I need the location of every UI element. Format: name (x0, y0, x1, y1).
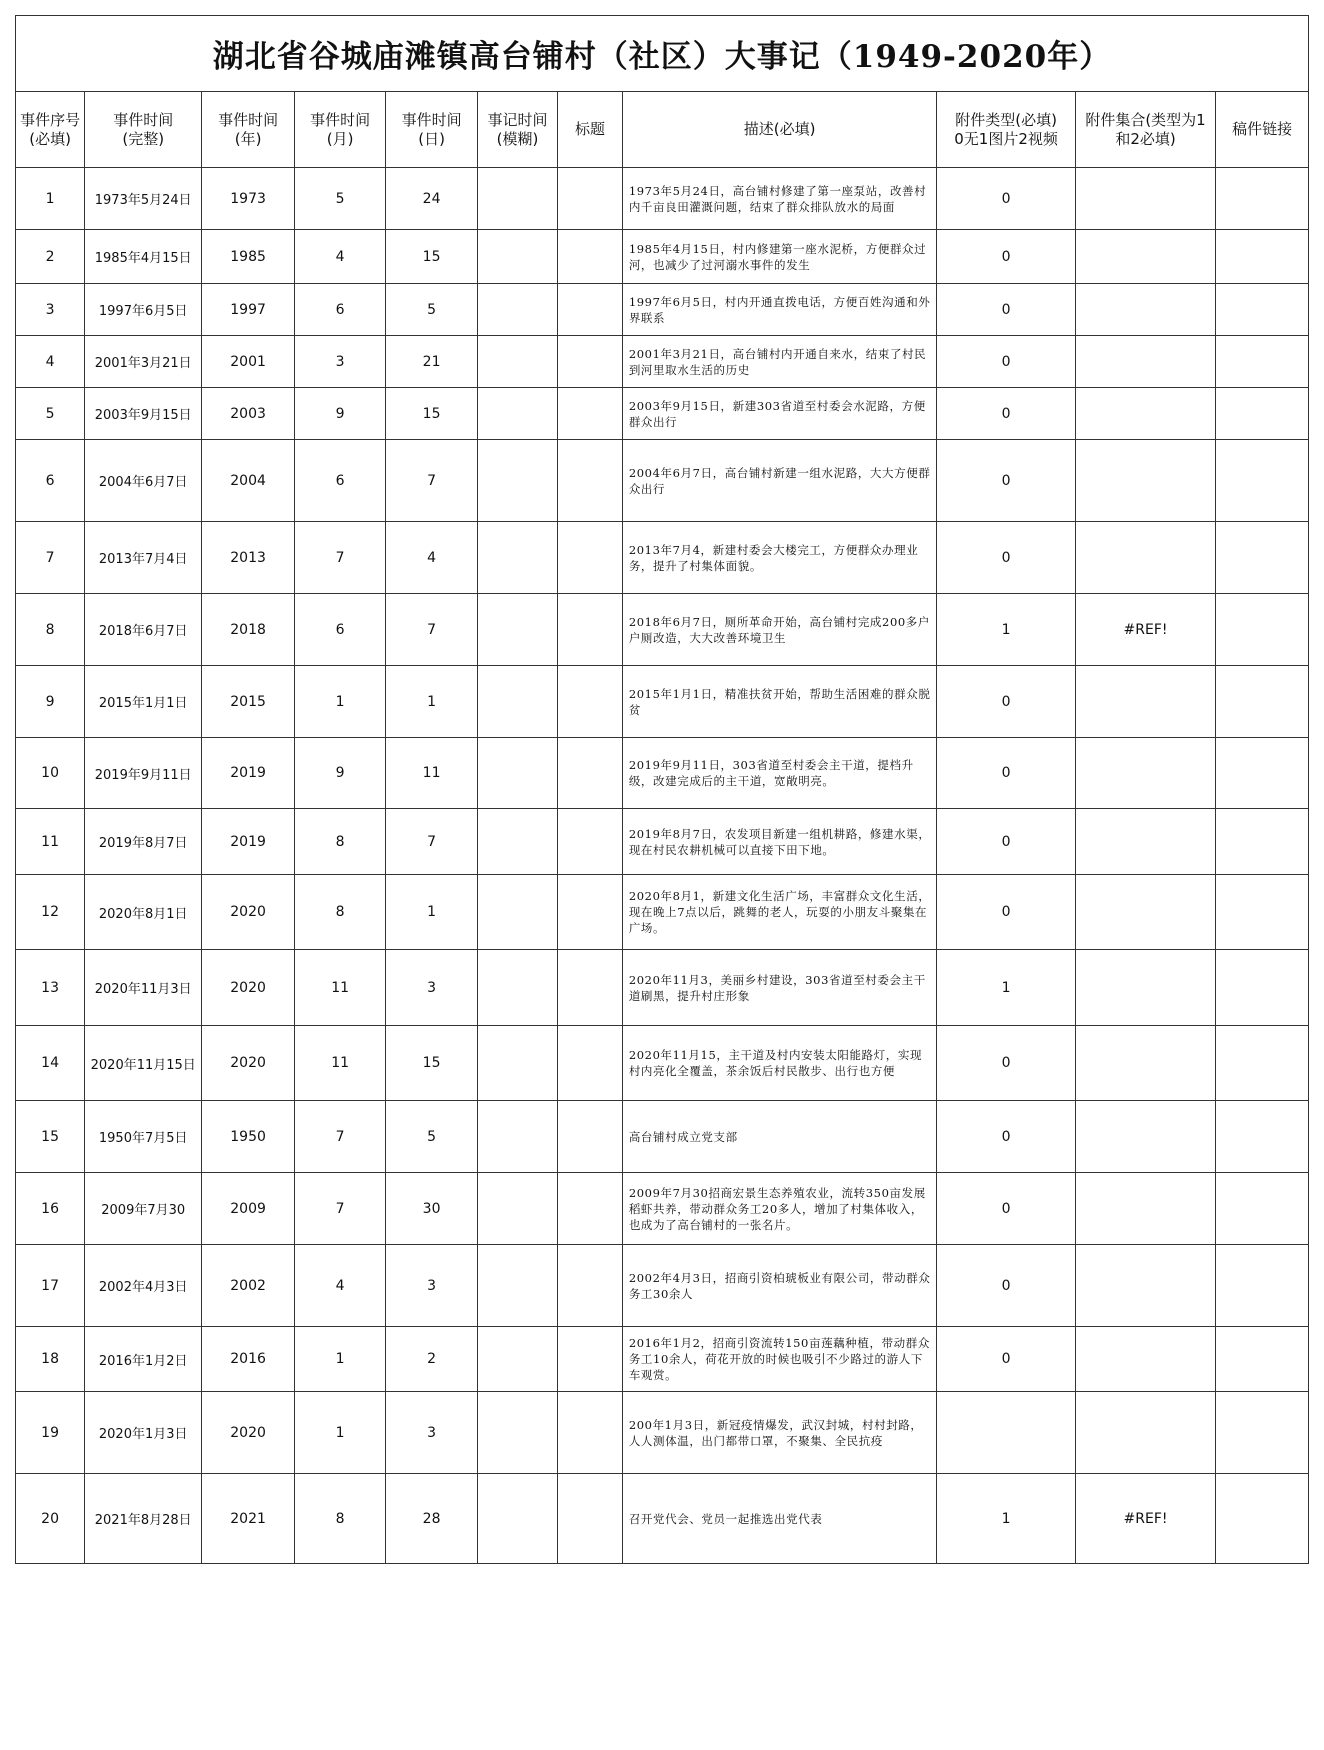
cell-year: 1985 (202, 230, 295, 284)
cell-description: 2002年4月3日，招商引资柏琥板业有限公司，带动群众务工30余人 (622, 1245, 937, 1327)
cell-attachments (1075, 1245, 1216, 1327)
table-row (16, 950, 1309, 1026)
cell-date-fuzzy (477, 284, 557, 336)
table-row (16, 284, 1309, 336)
cell-description: 2004年6月7日，高台铺村新建一组水泥路，大大方便群众出行 (622, 440, 937, 522)
cell-date-fuzzy (477, 230, 557, 284)
cell-title (558, 1101, 623, 1173)
cell-day: 1 (386, 875, 477, 950)
cell-link (1216, 950, 1309, 1026)
cell-title (558, 1474, 623, 1564)
cell-day: 24 (386, 168, 477, 230)
cell-date-full: 1997年6月5日 (85, 284, 202, 336)
cell-date-full: 2020年1月3日 (85, 1392, 202, 1474)
cell-description: 2018年6月7日，厕所革命开始，高台铺村完成200多户户厕改造，大大改善环境卫生 (622, 594, 937, 666)
table-row (16, 522, 1309, 594)
cell-month: 1 (294, 666, 385, 738)
cell-event-no: 20 (16, 1474, 85, 1564)
events-table (15, 15, 1309, 1564)
cell-date-full: 2009年7月30 (85, 1173, 202, 1245)
cell-day: 5 (386, 1101, 477, 1173)
cell-month: 6 (294, 440, 385, 522)
cell-attachments (1075, 950, 1216, 1026)
cell-attachments (1075, 738, 1216, 809)
cell-attachment-type: 0 (937, 1101, 1075, 1173)
header-day: 事件时间 (日) (386, 92, 477, 168)
cell-event-no: 2 (16, 230, 85, 284)
cell-link (1216, 1245, 1309, 1327)
cell-event-no: 18 (16, 1327, 85, 1392)
cell-year: 2021 (202, 1474, 295, 1564)
cell-attachments (1075, 809, 1216, 875)
cell-attachment-type: 1 (937, 950, 1075, 1026)
table-row (16, 738, 1309, 809)
cell-month: 9 (294, 738, 385, 809)
cell-day: 11 (386, 738, 477, 809)
cell-title (558, 1327, 623, 1392)
cell-attachment-type: 0 (937, 1327, 1075, 1392)
cell-description: 召开党代会、党员一起推选出党代表 (622, 1474, 937, 1564)
cell-description: 2015年1月1日，精准扶贫开始，帮助生活困难的群众脱贫 (622, 666, 937, 738)
cell-month: 6 (294, 594, 385, 666)
cell-description: 200年1月3日，新冠疫情爆发，武汉封城，村村封路，人人测体温，出门都带口罩，不聚集、全民抗疫 (622, 1392, 937, 1474)
cell-link (1216, 522, 1309, 594)
cell-title (558, 594, 623, 666)
cell-attachments (1075, 230, 1216, 284)
cell-link (1216, 230, 1309, 284)
cell-description: 1997年6月5日，村内开通直拨电话，方便百姓沟通和外界联系 (622, 284, 937, 336)
cell-title (558, 1026, 623, 1101)
cell-event-no: 16 (16, 1173, 85, 1245)
cell-attachment-type: 0 (937, 522, 1075, 594)
cell-date-full: 2016年1月2日 (85, 1327, 202, 1392)
cell-month: 7 (294, 522, 385, 594)
cell-description: 1973年5月24日，高台铺村修建了第一座泵站，改善村内千亩良田灌溉问题，结束了群众排队放水的局面 (622, 168, 937, 230)
cell-link (1216, 594, 1309, 666)
cell-day: 7 (386, 809, 477, 875)
cell-title (558, 388, 623, 440)
cell-event-no: 8 (16, 594, 85, 666)
table-row (16, 1327, 1309, 1392)
cell-year: 2019 (202, 738, 295, 809)
cell-date-fuzzy (477, 738, 557, 809)
cell-date-fuzzy (477, 1173, 557, 1245)
header-event-no: 事件序号 (必填) (16, 92, 85, 168)
cell-attachments (1075, 522, 1216, 594)
cell-link (1216, 666, 1309, 738)
cell-description: 2019年9月11日，303省道至村委会主干道，提档升级，改建完成后的主干道，宽敞明亮。 (622, 738, 937, 809)
cell-event-no: 12 (16, 875, 85, 950)
cell-attachments (1075, 284, 1216, 336)
table-row (16, 666, 1309, 738)
cell-month: 8 (294, 809, 385, 875)
table-row (16, 809, 1309, 875)
cell-month: 7 (294, 1101, 385, 1173)
cell-event-no: 3 (16, 284, 85, 336)
cell-event-no: 10 (16, 738, 85, 809)
cell-date-fuzzy (477, 1245, 557, 1327)
cell-link (1216, 336, 1309, 388)
cell-month: 11 (294, 1026, 385, 1101)
cell-link (1216, 284, 1309, 336)
cell-year: 1997 (202, 284, 295, 336)
cell-attachment-type: 0 (937, 168, 1075, 230)
cell-attachment-type: 0 (937, 230, 1075, 284)
cell-date-full: 2001年3月21日 (85, 336, 202, 388)
cell-year: 2020 (202, 1392, 295, 1474)
header-link: 稿件链接 (1216, 92, 1309, 168)
cell-attachment-type: 0 (937, 809, 1075, 875)
cell-link (1216, 388, 1309, 440)
cell-description: 2020年11月15，主干道及村内安装太阳能路灯，实现村内亮化全覆盖，茶余饭后村民散步、出行也方便 (622, 1026, 937, 1101)
cell-day: 7 (386, 594, 477, 666)
cell-attachment-type: 0 (937, 284, 1075, 336)
cell-month: 4 (294, 1245, 385, 1327)
cell-month: 1 (294, 1392, 385, 1474)
cell-date-full: 2019年8月7日 (85, 809, 202, 875)
cell-date-fuzzy (477, 1327, 557, 1392)
header-month: 事件时间 (月) (294, 92, 385, 168)
cell-attachments (1075, 1327, 1216, 1392)
cell-description: 2019年8月7日，农发项目新建一组机耕路，修建水渠，现在村民农耕机械可以直接下田下地。 (622, 809, 937, 875)
cell-attachment-type: 0 (937, 1026, 1075, 1101)
cell-date-full: 2021年8月28日 (85, 1474, 202, 1564)
cell-day: 1 (386, 666, 477, 738)
cell-link (1216, 875, 1309, 950)
cell-year: 2020 (202, 1026, 295, 1101)
cell-date-full: 1973年5月24日 (85, 168, 202, 230)
cell-title (558, 875, 623, 950)
cell-link (1216, 1327, 1309, 1392)
cell-description: 高台铺村成立党支部 (622, 1101, 937, 1173)
cell-day: 3 (386, 1392, 477, 1474)
table-row (16, 336, 1309, 388)
table-row (16, 230, 1309, 284)
cell-year: 2020 (202, 875, 295, 950)
cell-event-no: 9 (16, 666, 85, 738)
cell-description: 2001年3月21日，高台铺村内开通自来水，结束了村民到河里取水生活的历史 (622, 336, 937, 388)
cell-date-fuzzy (477, 522, 557, 594)
cell-title (558, 230, 623, 284)
cell-link (1216, 1101, 1309, 1173)
cell-event-no: 15 (16, 1101, 85, 1173)
cell-date-full: 2002年4月3日 (85, 1245, 202, 1327)
cell-year: 2002 (202, 1245, 295, 1327)
header-year: 事件时间 (年) (202, 92, 295, 168)
header-attachment-type: 附件类型(必填) 0无1图片2视频 (937, 92, 1075, 168)
cell-month: 4 (294, 230, 385, 284)
cell-month: 9 (294, 388, 385, 440)
cell-date-full: 2020年11月15日 (85, 1026, 202, 1101)
cell-title (558, 168, 623, 230)
cell-date-fuzzy (477, 168, 557, 230)
cell-attachments (1075, 1392, 1216, 1474)
cell-date-fuzzy (477, 336, 557, 388)
table-row (16, 1173, 1309, 1245)
cell-month: 3 (294, 336, 385, 388)
cell-attachments (1075, 1173, 1216, 1245)
cell-link (1216, 168, 1309, 230)
cell-attachment-type: 0 (937, 336, 1075, 388)
table-row (16, 875, 1309, 950)
cell-month: 1 (294, 1327, 385, 1392)
cell-day: 7 (386, 440, 477, 522)
cell-link (1216, 1173, 1309, 1245)
cell-attachment-type: 0 (937, 388, 1075, 440)
cell-title (558, 1245, 623, 1327)
cell-year: 2004 (202, 440, 295, 522)
cell-event-no: 6 (16, 440, 85, 522)
cell-date-full: 1950年7月5日 (85, 1101, 202, 1173)
cell-event-no: 17 (16, 1245, 85, 1327)
cell-day: 15 (386, 1026, 477, 1101)
cell-date-fuzzy (477, 594, 557, 666)
page-title: 湖北省谷城庙滩镇高台铺村（社区）大事记（1949-2020年） (16, 16, 1309, 92)
table-row (16, 388, 1309, 440)
cell-date-full: 2015年1月1日 (85, 666, 202, 738)
cell-day: 5 (386, 284, 477, 336)
cell-year: 2016 (202, 1327, 295, 1392)
table-row (16, 1101, 1309, 1173)
cell-month: 6 (294, 284, 385, 336)
cell-description: 2020年11月3，美丽乡村建设，303省道至村委会主干道刷黑，提升村庄形象 (622, 950, 937, 1026)
cell-year: 2019 (202, 809, 295, 875)
cell-date-full: 1985年4月15日 (85, 230, 202, 284)
cell-title (558, 522, 623, 594)
cell-date-fuzzy (477, 440, 557, 522)
cell-date-fuzzy (477, 950, 557, 1026)
cell-title (558, 1392, 623, 1474)
cell-day: 15 (386, 230, 477, 284)
cell-event-no: 5 (16, 388, 85, 440)
cell-title (558, 666, 623, 738)
cell-description: 2013年7月4，新建村委会大楼完工，方便群众办理业务，提升了村集体面貌。 (622, 522, 937, 594)
cell-date-fuzzy (477, 809, 557, 875)
cell-title (558, 284, 623, 336)
cell-event-no: 1 (16, 168, 85, 230)
cell-date-fuzzy (477, 1026, 557, 1101)
cell-description: 2009年7月30招商宏景生态养殖农业，流转350亩发展稻虾共养，带动群众务工20多人，增加了村集体收入，也成为了高台铺村的一张名片。 (622, 1173, 937, 1245)
cell-attachments (1075, 1101, 1216, 1173)
cell-attachment-type: 0 (937, 666, 1075, 738)
cell-day: 28 (386, 1474, 477, 1564)
table-row (16, 168, 1309, 230)
cell-date-full: 2020年8月1日 (85, 875, 202, 950)
cell-day: 30 (386, 1173, 477, 1245)
cell-attachment-type: 1 (937, 594, 1075, 666)
cell-date-full: 2013年7月4日 (85, 522, 202, 594)
cell-attachments (1075, 388, 1216, 440)
cell-attachment-type: 0 (937, 875, 1075, 950)
cell-link (1216, 738, 1309, 809)
cell-description: 2003年9月15日，新建303省道至村委会水泥路，方便群众出行 (622, 388, 937, 440)
cell-date-fuzzy (477, 1101, 557, 1173)
cell-day: 15 (386, 388, 477, 440)
cell-date-full: 2003年9月15日 (85, 388, 202, 440)
table-row (16, 1474, 1309, 1564)
cell-year: 2003 (202, 388, 295, 440)
cell-day: 3 (386, 950, 477, 1026)
header-description: 描述(必填) (622, 92, 937, 168)
cell-date-full: 2004年6月7日 (85, 440, 202, 522)
cell-description: 1985年4月15日，村内修建第一座水泥桥，方便群众过河，也减少了过河溺水事件的发生 (622, 230, 937, 284)
header-date-fuzzy: 事记时间 (模糊) (477, 92, 557, 168)
cell-date-full: 2019年9月11日 (85, 738, 202, 809)
cell-date-full: 2018年6月7日 (85, 594, 202, 666)
cell-title (558, 738, 623, 809)
cell-year: 2015 (202, 666, 295, 738)
cell-attachment-type: 0 (937, 1173, 1075, 1245)
cell-year: 2009 (202, 1173, 295, 1245)
cell-date-fuzzy (477, 1392, 557, 1474)
cell-year: 2001 (202, 336, 295, 388)
cell-title (558, 1173, 623, 1245)
cell-attachment-type: 0 (937, 440, 1075, 522)
cell-title (558, 440, 623, 522)
cell-link (1216, 1392, 1309, 1474)
cell-attachments (1075, 1026, 1216, 1101)
cell-title (558, 336, 623, 388)
cell-day: 4 (386, 522, 477, 594)
cell-attachment-type (937, 1392, 1075, 1474)
table-row (16, 594, 1309, 666)
cell-event-no: 13 (16, 950, 85, 1026)
cell-attachments: #REF! (1075, 594, 1216, 666)
cell-event-no: 11 (16, 809, 85, 875)
header-attachments: 附件集合(类型为1 和2必填) (1075, 92, 1216, 168)
cell-year: 2013 (202, 522, 295, 594)
cell-month: 8 (294, 1474, 385, 1564)
cell-day: 3 (386, 1245, 477, 1327)
cell-month: 5 (294, 168, 385, 230)
cell-date-fuzzy (477, 1474, 557, 1564)
cell-event-no: 7 (16, 522, 85, 594)
cell-day: 21 (386, 336, 477, 388)
cell-date-fuzzy (477, 388, 557, 440)
cell-year: 1950 (202, 1101, 295, 1173)
cell-event-no: 4 (16, 336, 85, 388)
cell-attachments (1075, 168, 1216, 230)
cell-attachments (1075, 875, 1216, 950)
table-row (16, 440, 1309, 522)
cell-link (1216, 1474, 1309, 1564)
cell-month: 7 (294, 1173, 385, 1245)
cell-month: 11 (294, 950, 385, 1026)
cell-link (1216, 440, 1309, 522)
cell-attachments (1075, 440, 1216, 522)
cell-event-no: 14 (16, 1026, 85, 1101)
header-title: 标题 (558, 92, 623, 168)
cell-attachments (1075, 336, 1216, 388)
header-date-full: 事件时间 (完整) (85, 92, 202, 168)
cell-title (558, 809, 623, 875)
cell-attachment-type: 0 (937, 738, 1075, 809)
cell-link (1216, 809, 1309, 875)
table-row (16, 1245, 1309, 1327)
cell-event-no: 19 (16, 1392, 85, 1474)
cell-date-full: 2020年11月3日 (85, 950, 202, 1026)
cell-title (558, 950, 623, 1026)
cell-year: 2020 (202, 950, 295, 1026)
cell-year: 1973 (202, 168, 295, 230)
cell-year: 2018 (202, 594, 295, 666)
table-row (16, 1392, 1309, 1474)
cell-attachment-type: 0 (937, 1245, 1075, 1327)
cell-attachments (1075, 666, 1216, 738)
cell-month: 8 (294, 875, 385, 950)
cell-date-fuzzy (477, 875, 557, 950)
cell-attachment-type: 1 (937, 1474, 1075, 1564)
header-row (16, 92, 1309, 168)
cell-date-fuzzy (477, 666, 557, 738)
table-row (16, 1026, 1309, 1101)
cell-link (1216, 1026, 1309, 1101)
cell-attachments: #REF! (1075, 1474, 1216, 1564)
cell-day: 2 (386, 1327, 477, 1392)
cell-description: 2020年8月1，新建文化生活广场，丰富群众文化生活，现在晚上7点以后，跳舞的老人，玩耍的小朋友斗聚集在广场。 (622, 875, 937, 950)
cell-description: 2016年1月2，招商引资流转150亩莲藕种植，带动群众务工10余人，荷花开放的时候也吸引不少路过的游人下车观赏。 (622, 1327, 937, 1392)
